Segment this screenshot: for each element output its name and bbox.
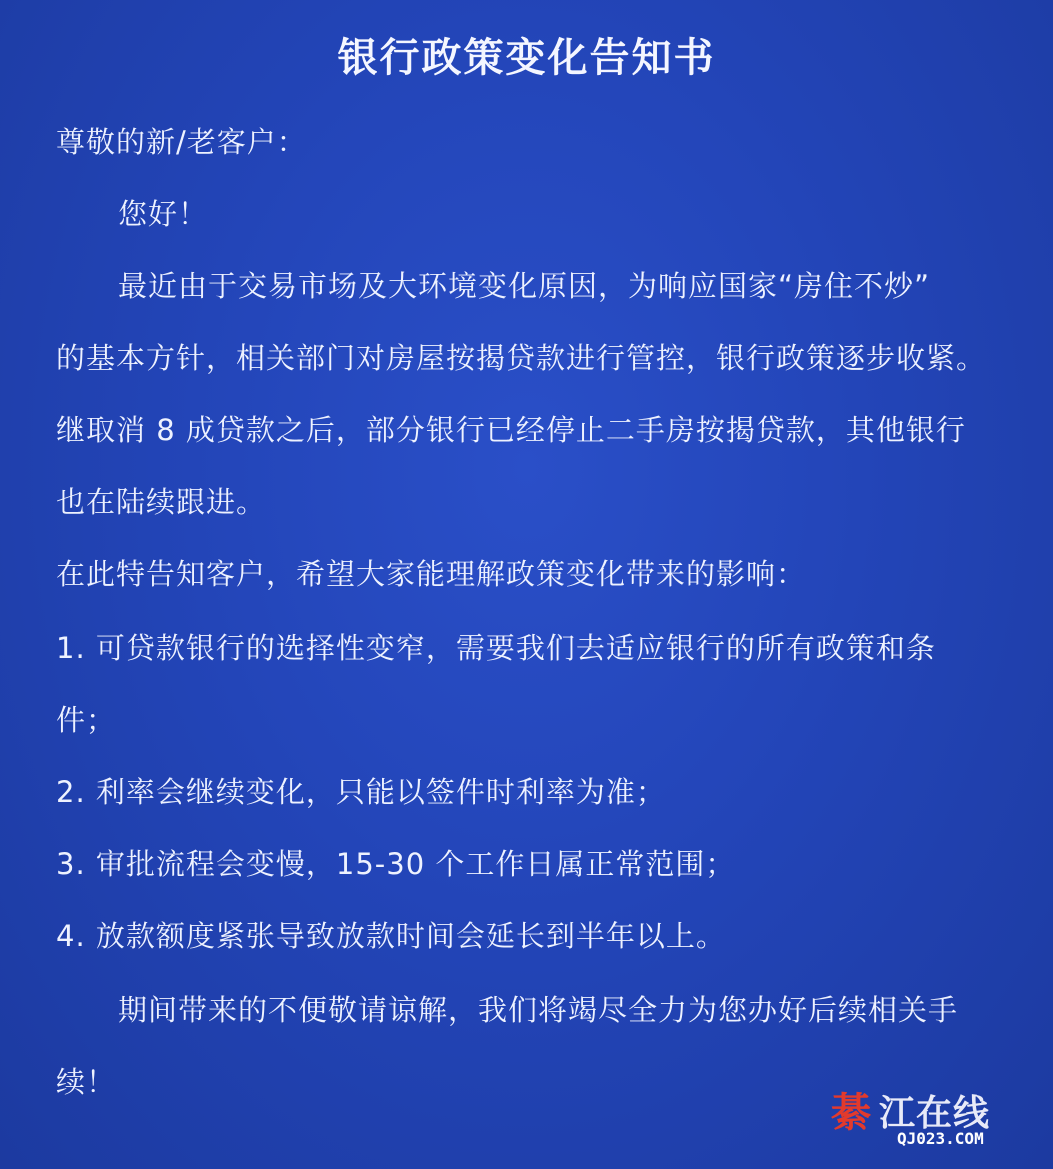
salutation: 尊敬的新/老客户： (56, 125, 307, 159)
paragraph1-line2: 的基本方针，相关部门对房屋按揭贷款进行管控，银行政策逐步收紧。 (56, 341, 987, 375)
paragraph1-line4: 也在陆续跟进。 (56, 485, 267, 519)
point4: 4. 放款额度紧张导致放款时间会延长到半年以上。 (56, 919, 726, 953)
points-intro: 在此特告知客户，希望大家能理解政策变化带来的影响： (56, 557, 807, 591)
paragraph1-line3: 继取消 8 成贷款之后，部分银行已经停止二手房按揭贷款，其他银行 (56, 413, 966, 447)
site-watermark (831, 1081, 1031, 1151)
point3: 3. 审批流程会变慢，15-30 个工作日属正常范围； (56, 847, 736, 881)
point2: 2. 利率会继续变化，只能以签件时利率为准； (56, 775, 666, 809)
point1-line1: 1. 可贷款银行的选择性变窄，需要我们去适应银行的所有政策和条 (56, 631, 936, 665)
paragraph1-line1: 最近由于交易市场及大环境变化原因，为响应国家“房住不炒” (118, 269, 931, 303)
watermark-site: QJ023.COM (897, 1129, 984, 1148)
point1-line2: 件； (56, 703, 117, 737)
document-title: 银行政策变化告知书 (337, 35, 716, 81)
watermark-logo: 綦 (831, 1089, 871, 1136)
watermark-text: 江在线 (879, 1093, 991, 1134)
closing-line1: 期间带来的不便敬请谅解，我们将竭尽全力为您办好后续相关手 (118, 993, 959, 1027)
closing-line2: 续！ (56, 1065, 117, 1099)
greeting: 您好！ (118, 197, 209, 231)
